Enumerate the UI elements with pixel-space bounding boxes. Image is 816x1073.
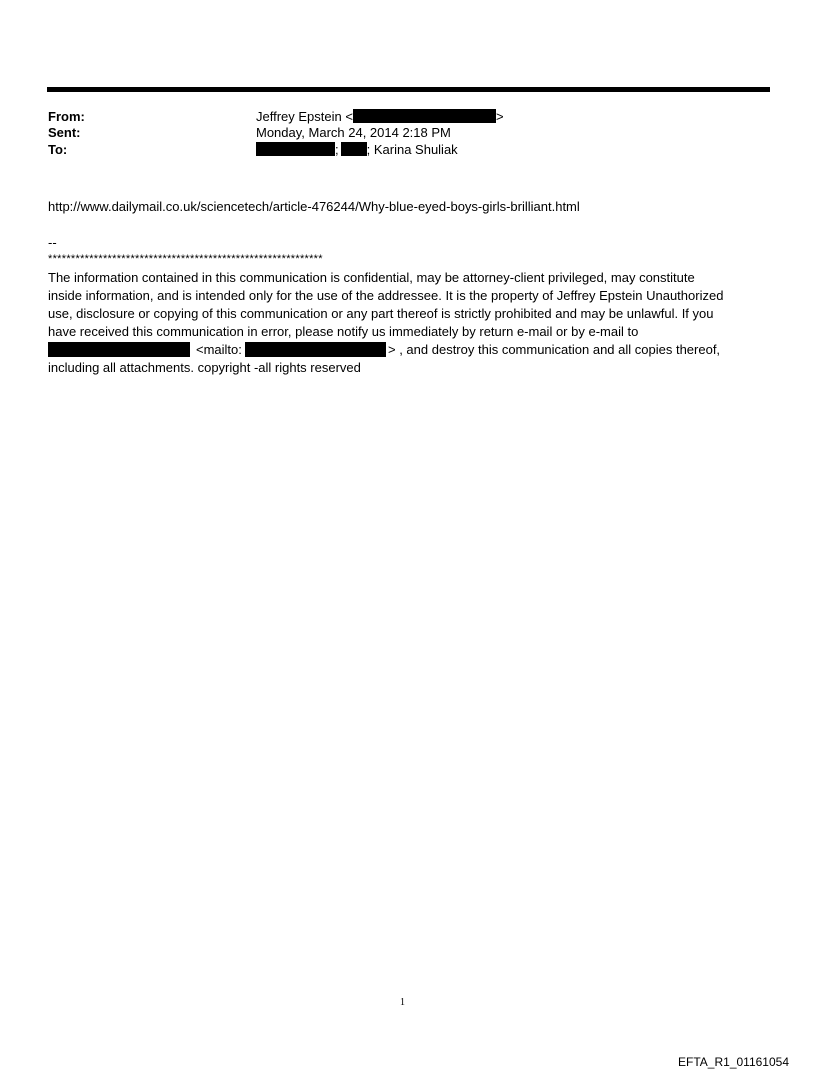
to-value xyxy=(256,141,458,158)
to-label: To: xyxy=(48,142,68,157)
page-number: 1 xyxy=(400,997,405,1008)
redacted-email-address xyxy=(48,342,190,357)
to-separator-2: ; Karina Shuliak xyxy=(366,142,458,157)
redacted-mailto-address xyxy=(245,342,386,357)
disclaimer-last-line: including all attachments. copyright -all rights reserved xyxy=(48,360,361,375)
redacted-email xyxy=(353,109,496,123)
disclaimer-line: have received this communication in error, please notify us immediately by return e-mail or by e-mail to xyxy=(48,324,639,339)
from-value xyxy=(256,108,504,125)
signature-stars: ************************************************************ xyxy=(48,253,323,265)
from-value-end: > xyxy=(495,109,504,124)
redacted-recipient-1 xyxy=(256,142,335,156)
signature-dash: -- xyxy=(48,235,57,250)
sent-value: Monday, March 24, 2014 2:18 PM xyxy=(256,125,451,140)
from-label: From: xyxy=(48,109,85,124)
document-id: EFTA_R1_01161054 xyxy=(678,1055,789,1069)
disclaimer-line: use, disclosure or copying of this communication or any part thereof is strictly prohibited and may be unlawful. If you xyxy=(48,306,714,321)
mailto-suffix: > , and destroy this communication and all copies thereof, xyxy=(388,342,721,357)
mailto-prefix: <mailto: xyxy=(196,342,242,357)
header-divider xyxy=(47,87,770,92)
from-name: Jeffrey Epstein < xyxy=(256,109,353,124)
article-link[interactable]: http://www.dailymail.co.uk/sciencetech/article-476244/Why-blue-eyed-boys-girls-brilliant.html xyxy=(48,199,580,214)
disclaimer-line: inside information, and is intended only for the use of the addressee. It is the property of Jeffrey Epstein Unauthorized xyxy=(48,288,724,303)
to-separator-1: ; xyxy=(335,142,339,157)
redacted-recipient-2 xyxy=(341,142,367,156)
sent-label: Sent: xyxy=(48,125,81,140)
disclaimer-line: The information contained in this communication is confidential, may be attorney-client privileged, may constitute xyxy=(48,270,695,285)
